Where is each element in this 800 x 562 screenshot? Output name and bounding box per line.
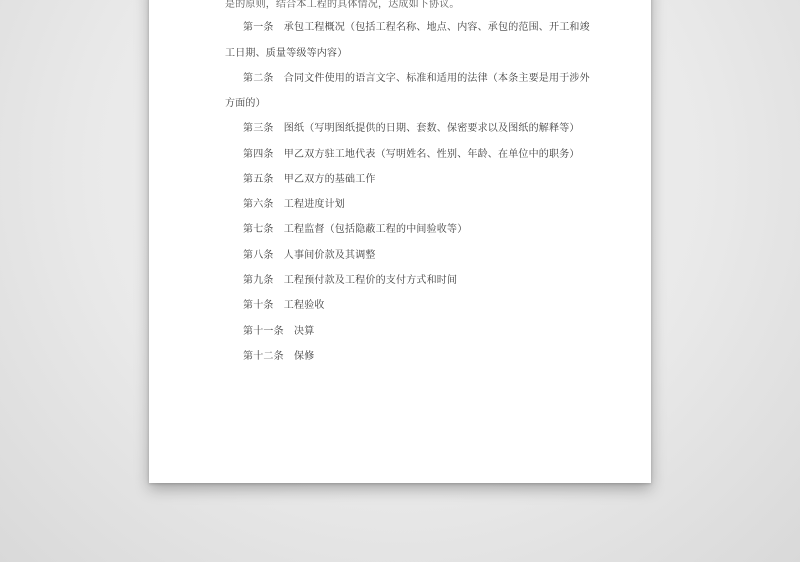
clause-5: 第五条 甲乙双方的基础工作 (243, 174, 376, 185)
clause-1-line-2: 工日期、质量等级等内容） (225, 48, 348, 59)
clause-12: 第十二条 保修 (243, 351, 315, 362)
clause-2-line-2: 方面的） (225, 98, 266, 109)
clause-4: 第四条 甲乙双方驻工地代表（写明姓名、性别、年龄、在单位中的职务） (243, 149, 580, 160)
document-page (149, 0, 651, 483)
clause-1-line-1: 第一条 承包工程概况（包括工程名称、地点、内容、承包的范围、开工和竣 (243, 22, 590, 33)
clause-9: 第九条 工程预付款及工程价的支付方式和时间 (243, 275, 458, 286)
clause-8: 第八条 人事间价款及其调整 (243, 250, 376, 261)
clause-6: 第六条 工程进度计划 (243, 199, 345, 210)
clause-11: 第十一条 决算 (243, 326, 315, 337)
clause-2-line-1: 第二条 合同文件使用的语言文字、标准和适用的法律（本条主要是用于涉外 (243, 73, 590, 84)
clause-7: 第七条 工程监督（包括隐蔽工程的中间验收等） (243, 224, 468, 235)
clause-3: 第三条 图纸（写明图纸提供的日期、套数、保密要求以及图纸的解释等） (243, 123, 580, 134)
cut-off-line: 是的原则，结合本工程的具体情况，达成如下协议。 (225, 0, 460, 10)
clause-10: 第十条 工程验收 (243, 300, 325, 311)
